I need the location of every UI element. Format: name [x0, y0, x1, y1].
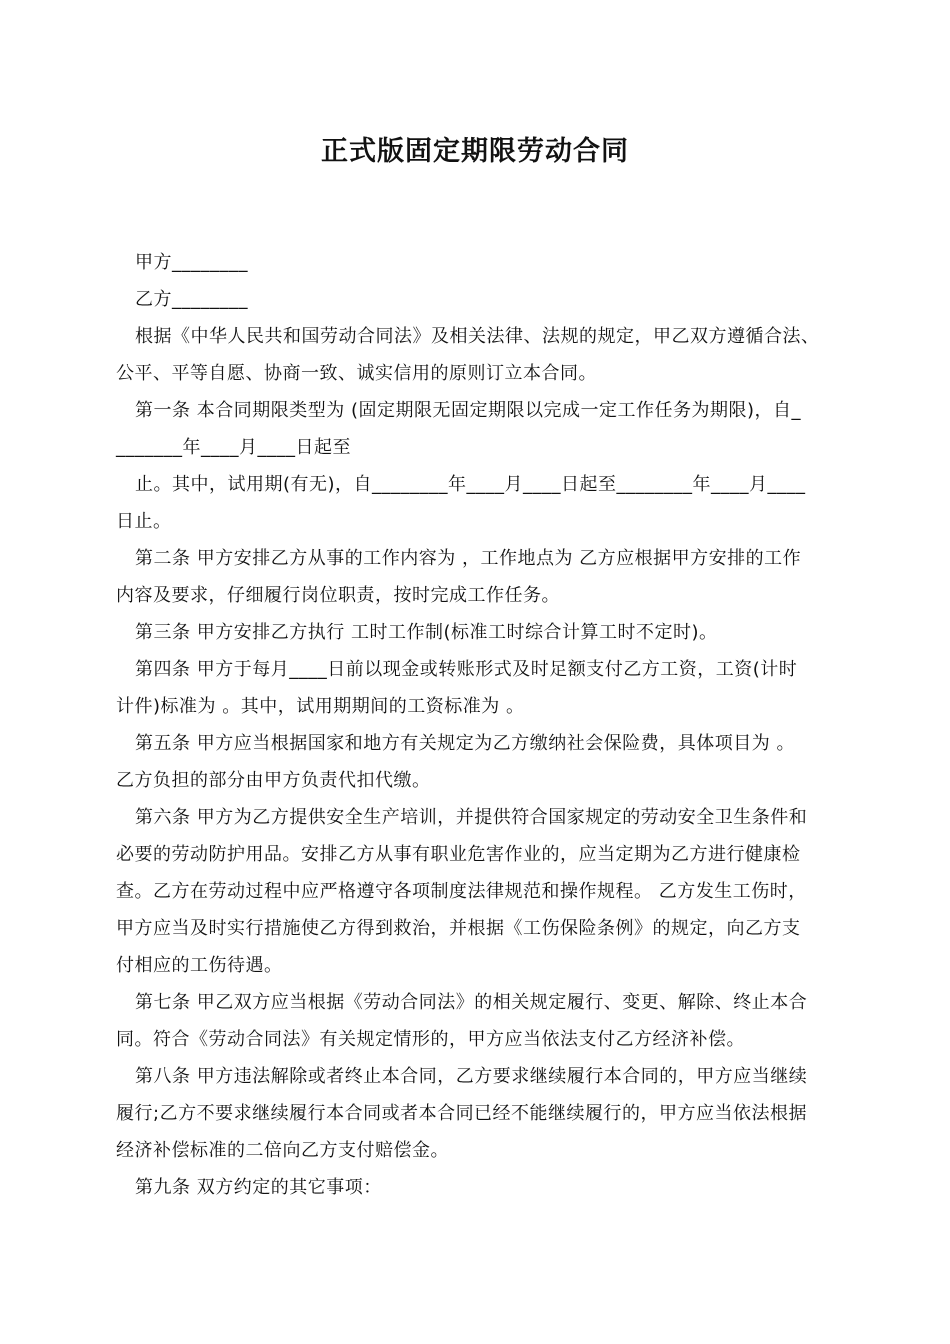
article-8-line: 履行;乙方不要求继续履行本合同或者本合同已经不能继续履行的，甲方应当依法根据: [116, 1103, 808, 1124]
article-1: [116, 392, 840, 540]
article-9-line: 第九条 双方约定的其它事项：: [135, 1177, 382, 1198]
party-b-line: 乙方________: [135, 289, 248, 310]
article-6-line: 第六条 甲方为乙方提供安全生产培训，并提供符合国家规定的劳动安全卫生条件和: [135, 807, 808, 828]
article-6-line: 必要的劳动防护用品。安排乙方从事有职业危害作业的，应当定期为乙方进行健康检: [116, 844, 801, 865]
article-8-line: 经济补偿标准的二倍向乙方支付赔偿金。: [116, 1140, 449, 1161]
document-body: [116, 244, 840, 1206]
article-1-line: 第一条 本合同期限类型为 (固定期限无固定期限以完成一定工作任务为期限)，自_: [135, 400, 801, 421]
article-4-line: 计件)标准为 。其中，试用期期间的工资标准为 。: [116, 696, 525, 717]
article-6: [116, 799, 840, 984]
article-5-line: 第五条 甲方应当根据国家和地方有关规定为乙方缴纳社会保险费，具体项目为 。: [135, 733, 795, 754]
article-1-line: 日止。: [116, 511, 172, 532]
article-7-line: 第七条 甲乙双方应当根据《劳动合同法》的相关规定履行、变更、解除、终止本合: [135, 992, 808, 1013]
article-6-line: 甲方应当及时实行措施使乙方得到救治，并根据《工伤保险条例》的规定，向乙方支: [116, 918, 801, 939]
preamble-line: 公平、平等自愿、协商一致、诚实信用的原则订立本合同。: [116, 363, 597, 384]
article-6-line: 付相应的工伤待遇。: [116, 955, 283, 976]
article-3-line: 第三条 甲方安排乙方执行 工时工作制(标准工时综合计算工时不定时)。: [135, 622, 718, 643]
article-7: [116, 984, 840, 1058]
document-title: 正式版固定期限劳动合同: [321, 136, 629, 167]
article-4-line: 第四条 甲方于每月____日前以现金或转账形式及时足额支付乙方工资，工资(计时: [135, 659, 798, 680]
article-5-line: 乙方负担的部分由甲方负责代扣代缴。: [116, 770, 431, 791]
party-a-line: 甲方________: [135, 252, 248, 273]
article-8-line: 第八条 甲方违法解除或者终止本合同，乙方要求继续履行本合同的，甲方应当继续: [135, 1066, 808, 1087]
article-2-line: 第二条 甲方安排乙方从事的工作内容为 ，工作地点为 乙方应根据甲方安排的工作: [135, 548, 802, 569]
article-3: [116, 614, 840, 651]
article-8: [116, 1058, 840, 1169]
preamble-line: 根据《中华人民共和国劳动合同法》及相关法律、法规的规定，甲乙双方遵循合法、: [135, 326, 820, 347]
article-2: [116, 540, 840, 614]
article-5: [116, 725, 840, 799]
article-7-line: 同。符合《劳动合同法》有关规定情形的，甲方应当依法支付乙方经济补偿。: [116, 1029, 745, 1050]
article-1-line: 止。其中，试用期(有无)，自________年____月____日起至________年____月____: [135, 474, 806, 495]
article-2-line: 内容及要求，仔细履行岗位职责，按时完成工作任务。: [116, 585, 560, 606]
article-6-line: 查。乙方在劳动过程中应严格遵守各项制度法律规范和操作规程。 乙方发生工伤时，: [116, 881, 807, 902]
article-4: [116, 651, 840, 725]
article-1-line: _______年____月____日起至: [116, 437, 351, 458]
preamble-paragraph: [116, 318, 840, 392]
article-9: [116, 1169, 840, 1206]
